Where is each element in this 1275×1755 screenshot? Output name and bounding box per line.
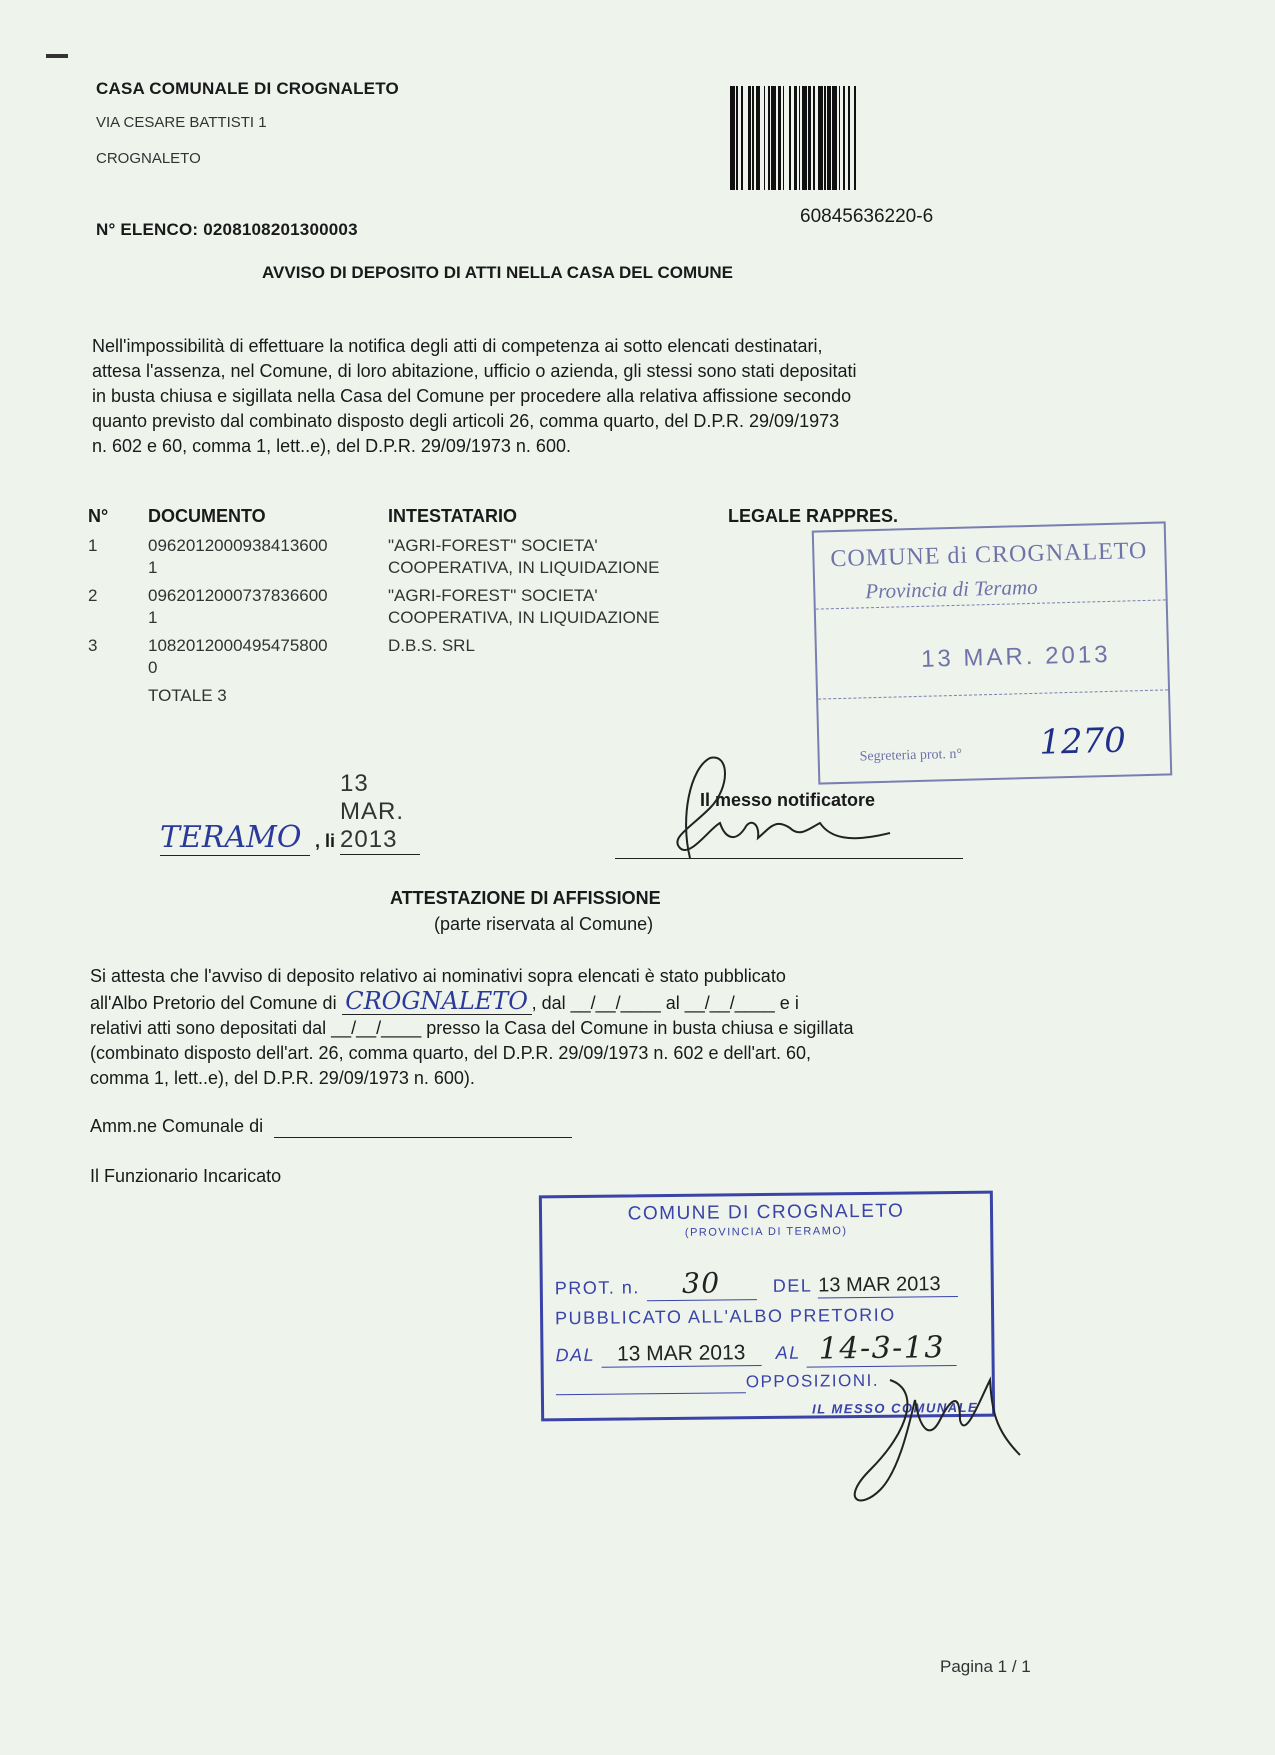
stamp-provincia: Provincia di Teramo	[865, 574, 1038, 604]
stamp-date: 13 MAR. 2013	[920, 640, 1111, 673]
header-intestatario: INTESTATARIO	[388, 506, 517, 526]
elenco-number	[96, 220, 358, 240]
stamp-comune: COMUNE di CROGNALETO	[830, 537, 1148, 573]
stamp2-pubblicato: PUBBLICATO ALL'ALBO PRETORIO	[555, 1304, 896, 1329]
messo-signature	[650, 748, 910, 878]
comune-stamp	[812, 521, 1173, 784]
stamp-prot-value: 1270	[1038, 720, 1127, 763]
attestazione-line: (combinato disposto dell'art. 26, comma quarto, del D.P.R. 29/09/1973 n. 602 e dell'art. 60,	[90, 1043, 811, 1063]
document-title: AVVISO DI DEPOSITO DI ATTI NELLA CASA DEL COMUNE	[262, 263, 733, 282]
place-date-line	[160, 770, 420, 856]
row-intestatario: "AGRI-FOREST" SOCIETA' COOPERATIVA, IN LIQUIDAZIONE	[388, 536, 660, 577]
attestazione-body	[90, 964, 1040, 1091]
row-number: 2	[88, 586, 98, 605]
comune-handwritten: CROGNALETO	[342, 989, 532, 1015]
page-number: Pagina 1 / 1	[940, 1657, 1031, 1676]
stamp2-messo: IL MESSO COMUNALE	[812, 1399, 979, 1417]
attestazione-line: relativi atti sono depositati dal __/__/____ presso la Casa del Comune in busta chiusa e sigillata	[90, 1018, 854, 1038]
office-name: CASA COMUNALE DI CROGNALETO	[96, 79, 399, 98]
barcode-number: 60845636220-6	[800, 206, 934, 227]
attestazione-line: Si attesta che l'avviso di deposito relativo ai nominativi sopra elencati è stato pubblicato	[90, 966, 786, 986]
comunale-signature	[820, 1360, 1040, 1520]
barcode-bar	[856, 86, 858, 190]
row-document: 1082012000495475800 0	[148, 636, 328, 677]
office-address: VIA CESARE BATTISTI 1	[96, 114, 267, 131]
stamp2-dal-al: DAL 13 MAR 2013 AL 14-3-13	[555, 1330, 957, 1370]
row-document: 0962012000737836600 1	[148, 586, 328, 627]
corner-mark	[46, 54, 68, 58]
stamp2-opposizioni: OPPOSIZIONI.	[556, 1371, 879, 1395]
place-handwritten: TERAMO	[160, 820, 310, 856]
barcode	[730, 86, 1004, 190]
funzionario-label: Il Funzionario Incaricato	[90, 1166, 282, 1186]
intro-paragraph	[92, 334, 1032, 459]
stamp2-title: COMUNE DI CROGNALETO	[627, 1200, 905, 1225]
office-city: CROGNALETO	[96, 150, 201, 167]
amm-input-line	[274, 1116, 572, 1138]
amm-comunale	[90, 1116, 572, 1138]
stamp2-prot: PROT. n. 30 DEL 13 MAR 2013	[555, 1264, 959, 1302]
stamp-prot-label: Segreteria prot. n°	[859, 746, 963, 765]
intro-line: attesa l'assenza, nel Comune, di loro abitazione, ufficio o azienda, gli stessi sono stati depositati	[92, 361, 857, 381]
row-number: 3	[88, 636, 98, 655]
attestazione-line: comma 1, lett..e), del D.P.R. 29/09/1973 n. 600).	[90, 1068, 475, 1088]
messo-label: Il messo notificatore	[700, 790, 876, 810]
attestazione-line: all'Albo Pretorio del Comune di CROGNALETO , dal __/__/____ al __/__/____ e i	[90, 987, 799, 1015]
row-number: 1	[88, 536, 98, 555]
stamp2-subtitle: (PROVINCIA DI TERAMO)	[684, 1225, 848, 1239]
li-label: , li	[315, 831, 336, 851]
header-documento: DOCUMENTO	[148, 506, 266, 526]
attestazione-title: ATTESTAZIONE DI AFFISSIONE	[390, 888, 661, 908]
row-intestatario: D.B.S. SRL	[388, 636, 475, 655]
header-legale: LEGALE RAPPRES.	[728, 506, 899, 526]
intro-line: in busta chiusa e sigillata nella Casa del Comune per procedere alla relativa affissione secondo	[92, 386, 852, 406]
table-total: TOTALE 3	[148, 686, 227, 705]
elenco-value: 0208108201300003	[203, 220, 358, 239]
intro-line: quanto previsto dal combinato disposto degli articoli 26, comma quarto, del D.P.R. 29/09/1973	[92, 411, 840, 431]
date-stamp: 13 MAR. 2013	[340, 770, 420, 855]
intro-line: n. 602 e 60, comma 1, lett..e), del D.P.R. 29/09/1973 n. 600.	[92, 436, 571, 456]
amm-label: Amm.ne Comunale di	[90, 1116, 264, 1136]
row-document: 0962012000938413600 1	[148, 536, 328, 577]
intro-line: Nell'impossibilità di effettuare la notifica degli atti di competenza ai sotto elencati destinatari,	[92, 336, 823, 356]
row-intestatario: "AGRI-FOREST" SOCIETA' COOPERATIVA, IN LIQUIDAZIONE	[388, 586, 660, 627]
attestazione-subtitle: (parte riservata al Comune)	[434, 914, 654, 934]
header-n: N°	[88, 506, 109, 526]
elenco-label: N° ELENCO:	[96, 220, 199, 239]
